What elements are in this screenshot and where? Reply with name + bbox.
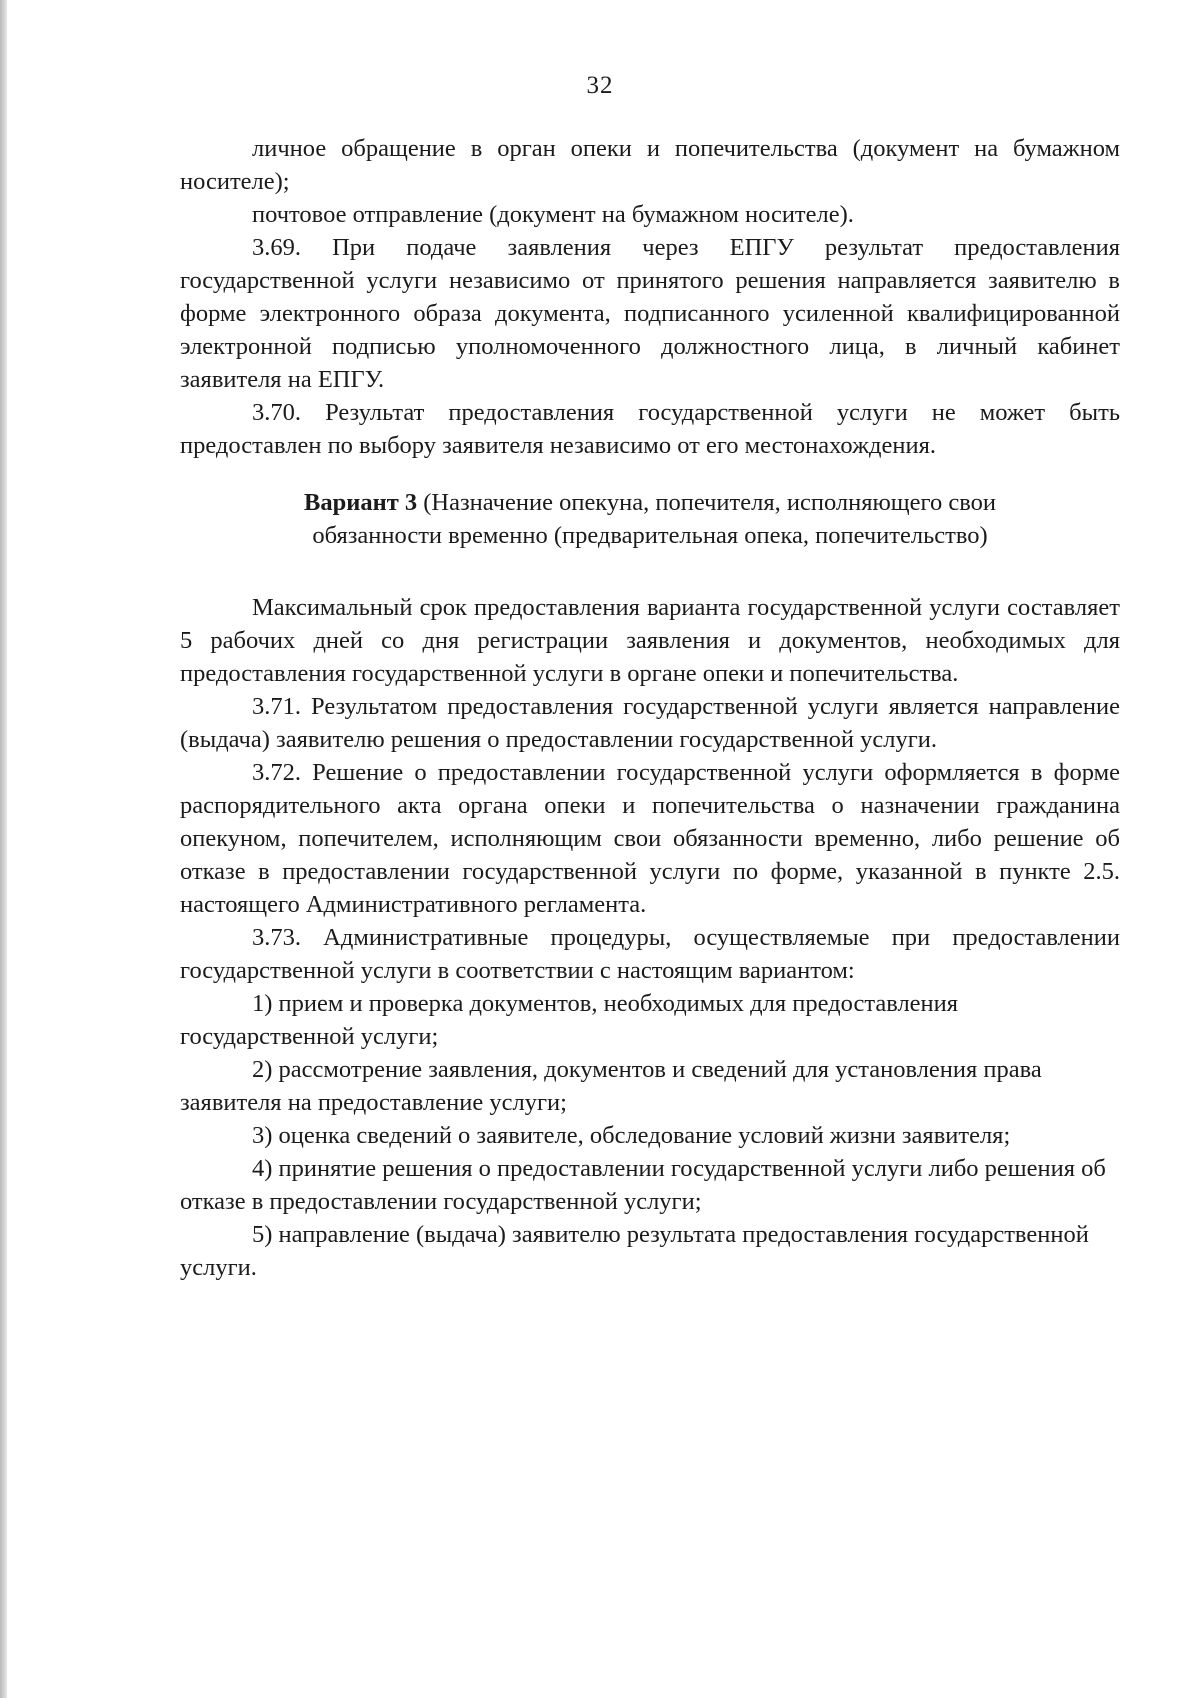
paragraph: почтовое отправление (документ на бумажном носителе).: [252, 201, 854, 228]
document-body: [180, 132, 1120, 1284]
section-heading: [180, 486, 1120, 552]
section-title: Вариант 3: [304, 489, 418, 516]
page-number: 32: [586, 72, 614, 99]
scan-edge: [0, 0, 7, 1698]
list-item: 2) рассмотрение заявления, документов и сведений для установления права заявителя на предоставление услуги;: [180, 1056, 1042, 1116]
list-item: 5) направление (выдача) заявителю результата предоставления государственной услуги.: [180, 1221, 1089, 1281]
paragraph-3-69: 3.69. При подаче заявления через ЕПГУ результат предоставления государственной услуги независимо от принятого решения направляется заявителю в форме электронного образа документа, подписанного усиленной квалифицированной электронной подписью уполномоченного должностного лица, в личный кабинет заявителя на ЕПГУ.: [180, 234, 1120, 393]
paragraph-3-73: 3.73. Административные процедуры, осуществляемые при предоставлении государственной услуги в соответствии с настоящим вариантом:: [180, 924, 1120, 984]
paragraph-3-70: 3.70. Результат предоставления государственной услуги не может быть предоставлен по выбору заявителя независимо от его местонахождения.: [180, 399, 1120, 459]
section-subtitle-part-1: (Назначение опекуна, попечителя, исполняющего свои: [423, 489, 996, 516]
section-subtitle-part-2: обязанности временно (предварительная опека, попечительство): [312, 522, 988, 549]
list-item: 3) оценка сведений о заявителе, обследование условий жизни заявителя;: [252, 1122, 1011, 1149]
section-heading-line-1: [180, 486, 1120, 519]
paragraph-3-72: 3.72. Решение о предоставлении государственной услуги оформляется в форме распорядительного акта органа опеки и попечительства о назначении гражданина опекуном, попечителем, исполняющим свои обязанности временно, либо решение об отказе в предоставлении государственной услуги по форме, указанной в пункте 2.5. настоящего Административного регламента.: [180, 759, 1120, 918]
paragraph-3-71: 3.71. Результатом предоставления государственной услуги является направление (выдача) заявителю решения о предоставлении государственной услуги.: [180, 693, 1120, 753]
paragraph-max-term: Максимальный срок предоставления варианта государственной услуги составляет 5 рабочих дней со дня регистрации заявления и документов, необходимых для предоставления государственной услуги в органе опеки и попечительства.: [180, 594, 1120, 687]
list-item: 4) принятие решения о предоставлении государственной услуги либо решения об отказе в предоставлении государственной услуги;: [180, 1155, 1106, 1215]
paragraph: личное обращение в орган опеки и попечительства (документ на бумажном носителе);: [180, 135, 1120, 195]
list-item: 1) прием и проверка документов, необходимых для предоставления государственной услуги;: [180, 990, 959, 1050]
